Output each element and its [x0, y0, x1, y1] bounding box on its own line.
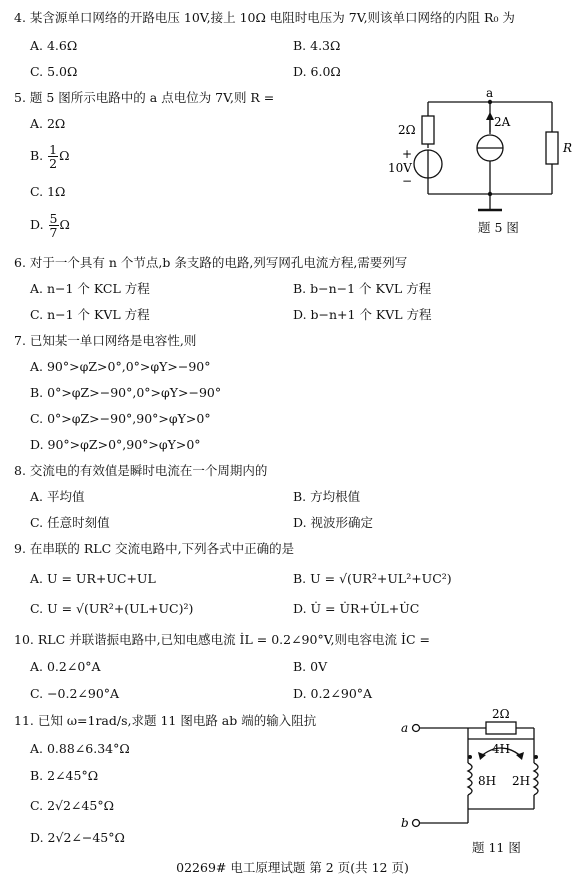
q8-option-a: A. 平均值	[30, 489, 85, 504]
q8-stem: 8. 交流电的有效值是瞬时电流在一个周期内的	[14, 463, 268, 478]
q7-option-d: D. 90°>φZ>0°,90°>φY>0°	[30, 437, 201, 452]
q7-option-c: C. 0°>φZ>−90°,90°>φY>0°	[30, 411, 211, 426]
q11-option-d: D. 2√2∠−45°Ω	[30, 830, 125, 845]
q5-r-label: R	[563, 141, 573, 155]
q8-option-b: B. 方均根值	[293, 489, 361, 504]
q5-option-b: B. $\frac{1}{2}$ Ω	[30, 142, 70, 171]
q10-option-b: B. 0V	[293, 659, 328, 674]
q11-option-b: B. 2∠45°Ω	[30, 768, 99, 783]
q6-option-c: C. n−1 个 KVL 方程	[30, 307, 150, 322]
q11-stem: 11. 已知 ω=1rad/s,求题 11 图电路 ab 端的输入阻抗	[14, 713, 317, 728]
q5-res-label: 2Ω	[398, 123, 416, 137]
q11-mutual-label: 4H	[492, 742, 511, 756]
q7-option-a: A. 90°>φZ>0°,0°>φY>−90°	[30, 359, 211, 374]
q6-option-b: B. b−n−1 个 KVL 方程	[293, 281, 432, 296]
q9-stem: 9. 在串联的 RLC 交流电路中,下列各式中正确的是	[14, 541, 295, 556]
q7-stem: 7. 已知某一单口网络是电容性,则	[14, 333, 197, 348]
q10-option-a: A. 0.2∠0°A	[30, 659, 101, 674]
q5-plus-label: +	[402, 147, 413, 161]
q11-terminal-a: a	[401, 721, 409, 735]
q5-option-d: D. $\frac{5}{7}$ Ω	[30, 211, 70, 240]
q11-res-label: 2Ω	[492, 707, 510, 721]
q5-figure-caption: 题 5 图	[478, 220, 519, 235]
q5-current-label: 2A	[494, 115, 511, 129]
q5-option-c: C. 1Ω	[30, 184, 66, 199]
q8-option-c: C. 任意时刻值	[30, 515, 110, 530]
q5-volt-label: 10V	[388, 161, 412, 175]
q5-node-a-label: a	[486, 86, 494, 100]
q10-option-c: C. −0.2∠90°A	[30, 686, 120, 701]
q9-option-a: A. U = UR+UC+UL	[30, 571, 156, 586]
q10-option-d: D. 0.2∠90°A	[293, 686, 373, 701]
q9-option-d: D. U̇ = U̇R+U̇L+U̇C	[293, 601, 420, 616]
q11-option-c: C. 2√2∠45°Ω	[30, 798, 114, 813]
q4-option-d: D. 6.0Ω	[293, 64, 341, 79]
q9-option-c: C. U = √(UR²+(UL+UC)²)	[30, 601, 194, 616]
q4-option-a: A. 4.6Ω	[30, 38, 78, 53]
q4-option-b: B. 4.3Ω	[293, 38, 341, 53]
q11-circuit-diagram	[398, 705, 558, 835]
q4-option-c: C. 5.0Ω	[30, 64, 78, 79]
q5-circuit-diagram	[380, 86, 580, 236]
q6-option-d: D. b−n+1 个 KVL 方程	[293, 307, 432, 322]
q10-stem: 10. RLC 并联谐振电路中,已知电感电流 İL = 0.2∠90°V,则电容电流 İC =	[14, 632, 430, 647]
q11-l1-label: 8H	[478, 774, 497, 788]
q4-stem: 4. 某含源单口网络的开路电压 10V,接上 10Ω 电阻时电压为 7V,则该单口网络的内阻 R₀ 为	[14, 10, 515, 25]
q11-l2-label: 2H	[512, 774, 531, 788]
q7-option-b: B. 0°>φZ>−90°,0°>φY>−90°	[30, 385, 222, 400]
q11-terminal-b: b	[401, 816, 409, 830]
q5-option-a: A. 2Ω	[30, 116, 66, 131]
q8-option-d: D. 视波形确定	[293, 515, 374, 530]
page-footer: 02269# 电工原理试题 第 2 页(共 12 页)	[176, 860, 409, 875]
q11-option-a: A. 0.88∠6.34°Ω	[30, 741, 130, 756]
q5-minus-label: −	[402, 174, 413, 188]
q11-figure-caption: 题 11 图	[472, 840, 521, 855]
q5-stem: 5. 题 5 图所示电路中的 a 点电位为 7V,则 R =	[14, 90, 275, 105]
q9-option-b: B. U = √(UR²+UL²+UC²)	[293, 571, 452, 586]
q6-option-a: A. n−1 个 KCL 方程	[30, 281, 150, 296]
q6-stem: 6. 对于一个具有 n 个节点,b 条支路的电路,列写网孔电流方程,需要列写	[14, 255, 408, 270]
